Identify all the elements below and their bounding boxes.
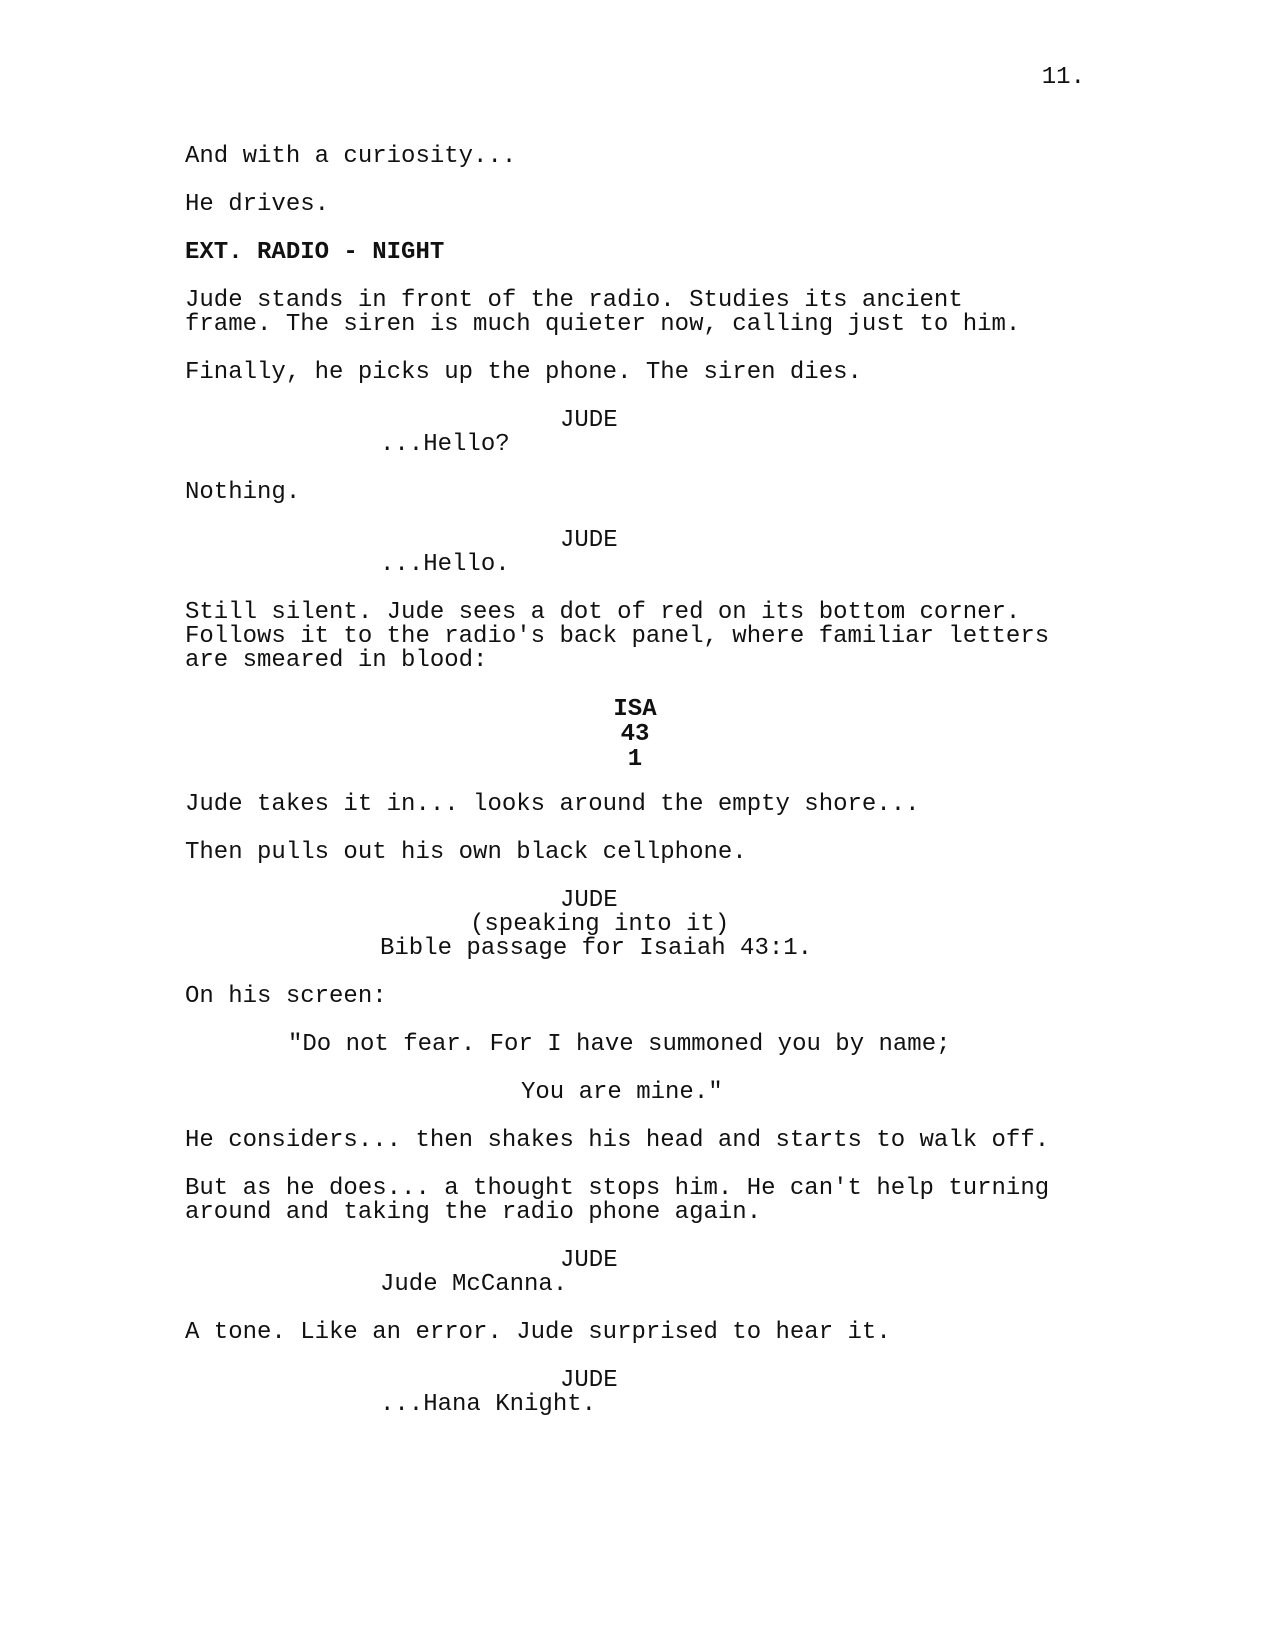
action-line: A tone. Like an error. Jude surprised to hear it.	[185, 1319, 891, 1346]
character-cue: JUDE	[560, 527, 618, 554]
dialogue-line: Bible passage for Isaiah 43:1.	[380, 935, 813, 962]
character-cue: JUDE	[560, 1367, 618, 1394]
dialogue-line: Jude McCanna.	[380, 1271, 568, 1298]
action-line: around and taking the radio phone again.	[185, 1199, 762, 1226]
dialogue-line: ...Hello.	[380, 551, 510, 578]
scene-heading: EXT. RADIO - NIGHT	[185, 239, 445, 266]
blood-letters-line: ISA	[613, 696, 657, 723]
action-line: And with a curiosity...	[185, 143, 517, 170]
action-line: Nothing.	[185, 479, 301, 506]
action-line: are smeared in blood:	[185, 647, 488, 674]
blood-letters-line: 1	[627, 746, 643, 773]
blood-letters-line: 43	[620, 721, 650, 748]
action-line: But as he does... a thought stops him. He can't help turning	[185, 1175, 1050, 1202]
character-cue: JUDE	[560, 887, 618, 914]
screen-quote-line: "Do not fear. For I have summoned you by name;	[288, 1031, 951, 1058]
action-line: Follows it to the radio's back panel, where familiar letters	[185, 623, 1050, 650]
character-cue: JUDE	[560, 1247, 618, 1274]
action-line: He drives.	[185, 191, 330, 218]
action-line: frame. The siren is much quieter now, calling just to him.	[185, 311, 1021, 338]
dialogue-line: ...Hana Knight.	[380, 1391, 597, 1418]
action-line: Still silent. Jude sees a dot of red on its bottom corner.	[185, 599, 1021, 626]
action-line: He considers... then shakes his head and starts to walk off.	[185, 1127, 1050, 1154]
action-line: Then pulls out his own black cellphone.	[185, 839, 747, 866]
action-line: Jude takes it in... looks around the empty shore...	[185, 791, 920, 818]
parenthetical: (speaking into it)	[470, 911, 730, 938]
action-line: Finally, he picks up the phone. The siren dies.	[185, 359, 862, 386]
character-cue: JUDE	[560, 407, 618, 434]
screen-quote-line: You are mine."	[521, 1079, 723, 1106]
dialogue-line: ...Hello?	[380, 431, 510, 458]
page-number: 11.	[1041, 64, 1085, 91]
action-line: Jude stands in front of the radio. Studies its ancient	[185, 287, 963, 314]
action-line: On his screen:	[185, 983, 387, 1010]
